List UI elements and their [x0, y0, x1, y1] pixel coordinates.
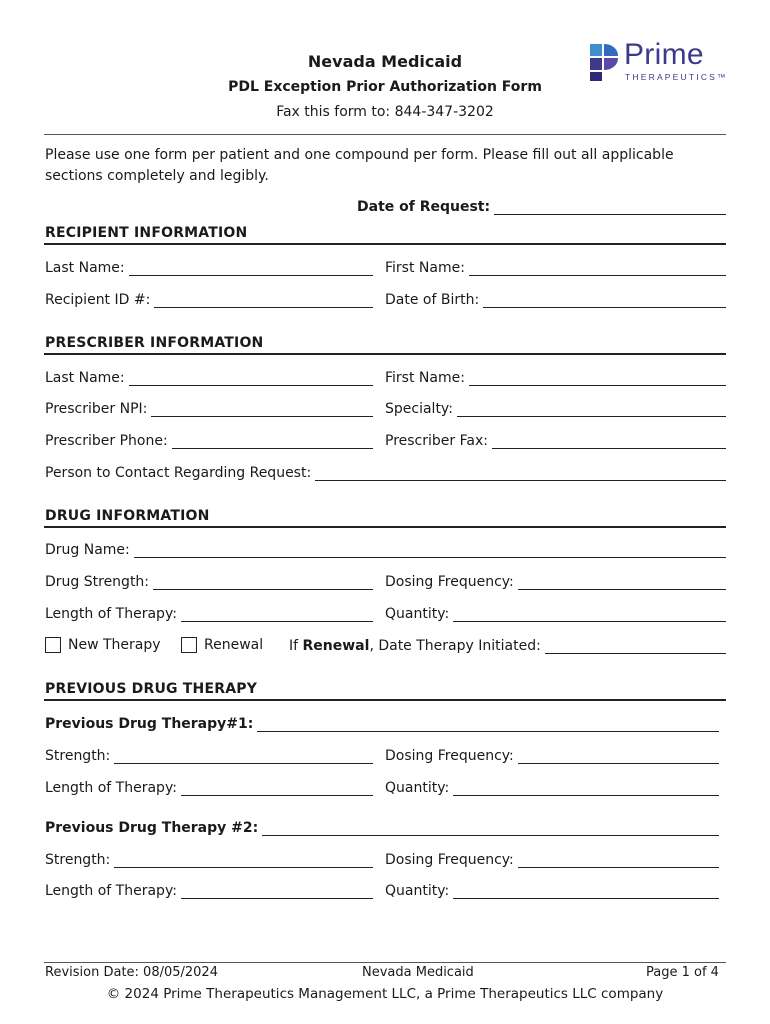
logo-tagline: THERAPEUTICS™	[625, 72, 728, 82]
drug-dosing-frequency-field[interactable]	[385, 574, 726, 590]
if-renewal-bold: Renewal	[302, 638, 370, 654]
drug-dosing-frequency-input[interactable]	[518, 576, 726, 590]
prescriber-last-name-input[interactable]	[129, 372, 373, 386]
prescriber-last-name-label: Last Name:	[45, 370, 125, 386]
prescriber-phone-input[interactable]	[172, 435, 373, 449]
previous-1-quantity-label: Quantity:	[385, 780, 450, 796]
drug-quantity-input[interactable]	[453, 608, 726, 622]
drug-strength-field[interactable]	[45, 574, 373, 590]
copyright: © 2024 Prime Therapeutics Management LLC, a Prime Therapeutics LLC company	[106, 986, 664, 1002]
date-therapy-initiated-input[interactable]	[545, 640, 726, 654]
date-of-birth-field[interactable]	[385, 292, 726, 308]
date-therapy-initiated-label	[289, 638, 545, 654]
recipient-first-name-field[interactable]	[385, 260, 726, 276]
prime-therapeutics-mark-icon	[588, 42, 620, 82]
fax-number: Fax this form to: 844-347-3202	[276, 104, 494, 120]
header-divider	[44, 134, 726, 135]
date-of-birth-label: Date of Birth:	[385, 292, 480, 308]
previous-2-quantity-field[interactable]	[385, 883, 719, 899]
new-therapy-label: New Therapy	[68, 637, 161, 653]
renewal-checkbox[interactable]	[181, 637, 263, 653]
recipient-last-name-field[interactable]	[45, 260, 373, 276]
drug-divider	[44, 526, 726, 528]
previous-1-dosing-label: Dosing Frequency:	[385, 748, 514, 764]
prescriber-npi-label: Prescriber NPI:	[45, 401, 148, 417]
drug-name-input[interactable]	[134, 544, 726, 558]
renewal-label: Renewal	[204, 637, 264, 653]
new-therapy-checkbox-box[interactable]	[45, 637, 61, 653]
prescriber-first-name-input[interactable]	[469, 372, 726, 386]
previous-2-length-field[interactable]	[45, 883, 373, 899]
recipient-id-label: Recipient ID #:	[45, 292, 151, 308]
previous-1-dosing-input[interactable]	[518, 750, 719, 764]
specialty-label: Specialty:	[385, 401, 453, 417]
recipient-divider	[44, 243, 726, 245]
revision-date: Revision Date: 08/05/2024	[45, 965, 218, 980]
date-therapy-initiated-field[interactable]	[289, 638, 726, 654]
prescriber-first-name-label: First Name:	[385, 370, 465, 386]
drug-heading: DRUG INFORMATION	[45, 508, 210, 524]
previous-2-dosing-field[interactable]	[385, 852, 719, 868]
contact-person-field[interactable]	[45, 465, 726, 481]
previous-2-dosing-input[interactable]	[518, 854, 719, 868]
prescriber-phone-field[interactable]	[45, 433, 373, 449]
previous-1-dosing-field[interactable]	[385, 748, 719, 764]
previous-1-strength-field[interactable]	[45, 748, 373, 764]
previous-2-quantity-label: Quantity:	[385, 883, 450, 899]
prescriber-heading: PRESCRIBER INFORMATION	[45, 335, 264, 351]
previous-therapy-1-label: Previous Drug Therapy#1:	[45, 716, 254, 732]
drug-name-label: Drug Name:	[45, 542, 130, 558]
drug-quantity-label: Quantity:	[385, 606, 450, 622]
prescriber-phone-label: Prescriber Phone:	[45, 433, 168, 449]
previous-2-strength-field[interactable]	[45, 852, 373, 868]
page-number: Page 1 of 4	[646, 965, 719, 980]
drug-name-field[interactable]	[45, 542, 726, 558]
logo-word: Prime	[624, 38, 704, 71]
drug-length-of-therapy-label: Length of Therapy:	[45, 606, 177, 622]
new-therapy-checkbox[interactable]	[45, 637, 161, 653]
previous-1-length-field[interactable]	[45, 780, 373, 796]
previous-1-length-input[interactable]	[181, 782, 373, 796]
previous-2-strength-input[interactable]	[114, 854, 373, 868]
specialty-field[interactable]	[385, 401, 726, 417]
previous-1-length-label: Length of Therapy:	[45, 780, 177, 796]
previous-therapy-2-field[interactable]	[45, 820, 719, 836]
previous-1-quantity-input[interactable]	[453, 782, 719, 796]
prescriber-last-name-field[interactable]	[45, 370, 373, 386]
prescriber-npi-field[interactable]	[45, 401, 373, 417]
recipient-heading: RECIPIENT INFORMATION	[45, 225, 248, 241]
prescriber-npi-input[interactable]	[151, 403, 373, 417]
previous-1-strength-input[interactable]	[114, 750, 373, 764]
prescriber-first-name-field[interactable]	[385, 370, 726, 386]
previous-2-length-input[interactable]	[181, 885, 373, 899]
previous-therapy-1-field[interactable]	[45, 716, 719, 732]
renewal-checkbox-box[interactable]	[181, 637, 197, 653]
previous-therapy-2-label: Previous Drug Therapy #2:	[45, 820, 259, 836]
previous-1-quantity-field[interactable]	[385, 780, 719, 796]
drug-length-of-therapy-input[interactable]	[181, 608, 373, 622]
if-prefix: If	[289, 638, 303, 654]
recipient-id-field[interactable]	[45, 292, 373, 308]
prime-therapeutics-logo	[588, 38, 728, 84]
previous-therapy-1-input[interactable]	[257, 718, 719, 732]
contact-person-label: Person to Contact Regarding Request:	[45, 465, 312, 481]
previous-therapy-divider	[44, 699, 726, 701]
previous-therapy-heading: PREVIOUS DRUG THERAPY	[45, 681, 258, 697]
drug-strength-label: Drug Strength:	[45, 574, 150, 590]
recipient-last-name-input[interactable]	[129, 262, 373, 276]
prescriber-fax-label: Prescriber Fax:	[385, 433, 488, 449]
contact-person-input[interactable]	[315, 467, 726, 481]
prescriber-fax-input[interactable]	[492, 435, 726, 449]
previous-therapy-2-input[interactable]	[262, 822, 719, 836]
recipient-last-name-label: Last Name:	[45, 260, 125, 276]
drug-quantity-field[interactable]	[385, 606, 726, 622]
previous-2-dosing-label: Dosing Frequency:	[385, 852, 514, 868]
date-of-birth-input[interactable]	[483, 294, 726, 308]
prescriber-fax-field[interactable]	[385, 433, 726, 449]
form-subtitle: PDL Exception Prior Authorization Form	[228, 79, 542, 95]
drug-strength-input[interactable]	[153, 576, 373, 590]
recipient-first-name-input[interactable]	[469, 262, 726, 276]
previous-2-strength-label: Strength:	[45, 852, 111, 868]
prescriber-divider	[44, 353, 726, 355]
previous-2-quantity-input[interactable]	[453, 885, 719, 899]
drug-dosing-frequency-label: Dosing Frequency:	[385, 574, 514, 590]
form-title: Nevada Medicaid	[307, 52, 463, 71]
drug-length-of-therapy-field[interactable]	[45, 606, 373, 622]
if-suffix: , Date Therapy Initiated:	[369, 638, 541, 654]
previous-1-strength-label: Strength:	[45, 748, 111, 764]
intro-text: Please use one form per patient and one compound per form. Please fill out all applicable sections completely and legibly.	[45, 147, 674, 184]
specialty-input[interactable]	[457, 403, 726, 417]
date-of-request-label: Date of Request:	[357, 199, 491, 215]
footer-center: Nevada Medicaid	[362, 965, 474, 980]
date-of-request-field[interactable]	[357, 199, 726, 215]
previous-2-length-label: Length of Therapy:	[45, 883, 177, 899]
footer-divider	[44, 962, 726, 963]
recipient-id-input[interactable]	[154, 294, 373, 308]
date-of-request-input[interactable]	[494, 201, 726, 215]
recipient-first-name-label: First Name:	[385, 260, 465, 276]
